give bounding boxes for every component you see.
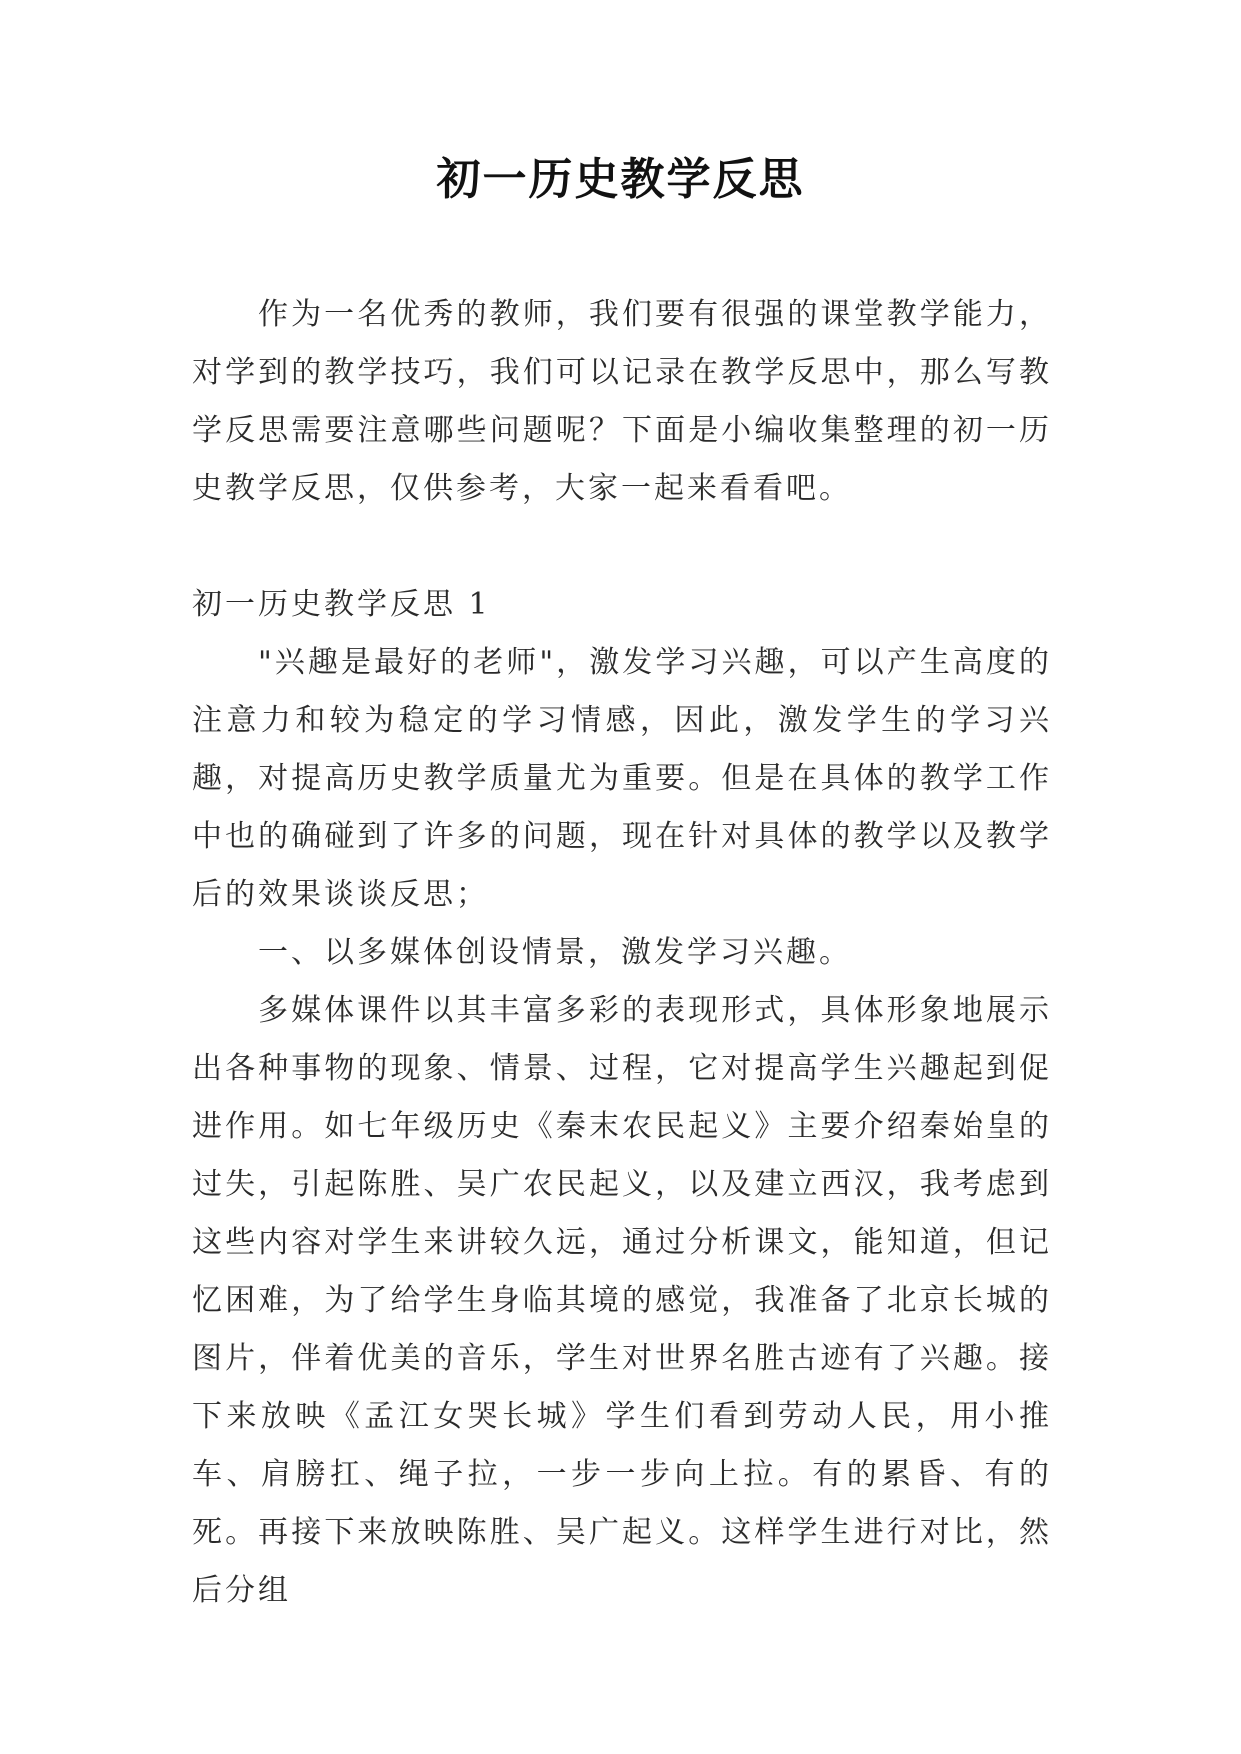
body-paragraph: 多媒体课件以其丰富多彩的表现形式，具体形象地展示出各种事物的现象、情景、过程，它对提高学生兴趣起到促进作用。如七年级历史《秦末农民起义》主要介绍秦始皇的过失，引起陈胜、吴广农民起义，以及建立西汉，我考虑到这些内容对学生来讲较久远，通过分析课文，能知道，但记忆困难，为了给学生身临其境的感觉，我准备了北京长城的图片，伴着优美的音乐，学生对世界名胜古迹有了兴趣。接下来放映《孟江女哭长城》学生们看到劳动人民，用小推车、肩膀扛、绳子拉，一步一步向上拉。有的累昏、有的死。再接下来放映陈胜、吴广起义。这样学生进行对比，然后分组 (192, 993, 1052, 1608)
section-heading: 初一历史教学反思 1 (192, 587, 491, 622)
intro-paragraph: 作为一名优秀的教师，我们要有很强的课堂教学能力，对学到的教学技巧，我们可以记录在教学反思中，那么写教学反思需要注意哪些问题呢？下面是小编收集整理的初一历史教学反思，仅供参考，大家一起来看看吧。 (192, 297, 1052, 506)
section-block (192, 576, 1052, 1620)
subheading-paragraph: 一、以多媒体创设情景，激发学习兴趣。 (258, 935, 852, 970)
intro-block (192, 286, 1052, 518)
body-paragraph: "兴趣是最好的老师"，激发学习兴趣，可以产生高度的注意力和较为稳定的学习情感，因此，激发学生的学习兴趣，对提高历史教学质量尤为重要。但是在具体的教学工作中也的确碰到了许多的问题，现在针对具体的教学以及教学后的效果谈谈反思； (192, 645, 1052, 912)
document-title: 初一历史教学反思 (436, 154, 805, 205)
